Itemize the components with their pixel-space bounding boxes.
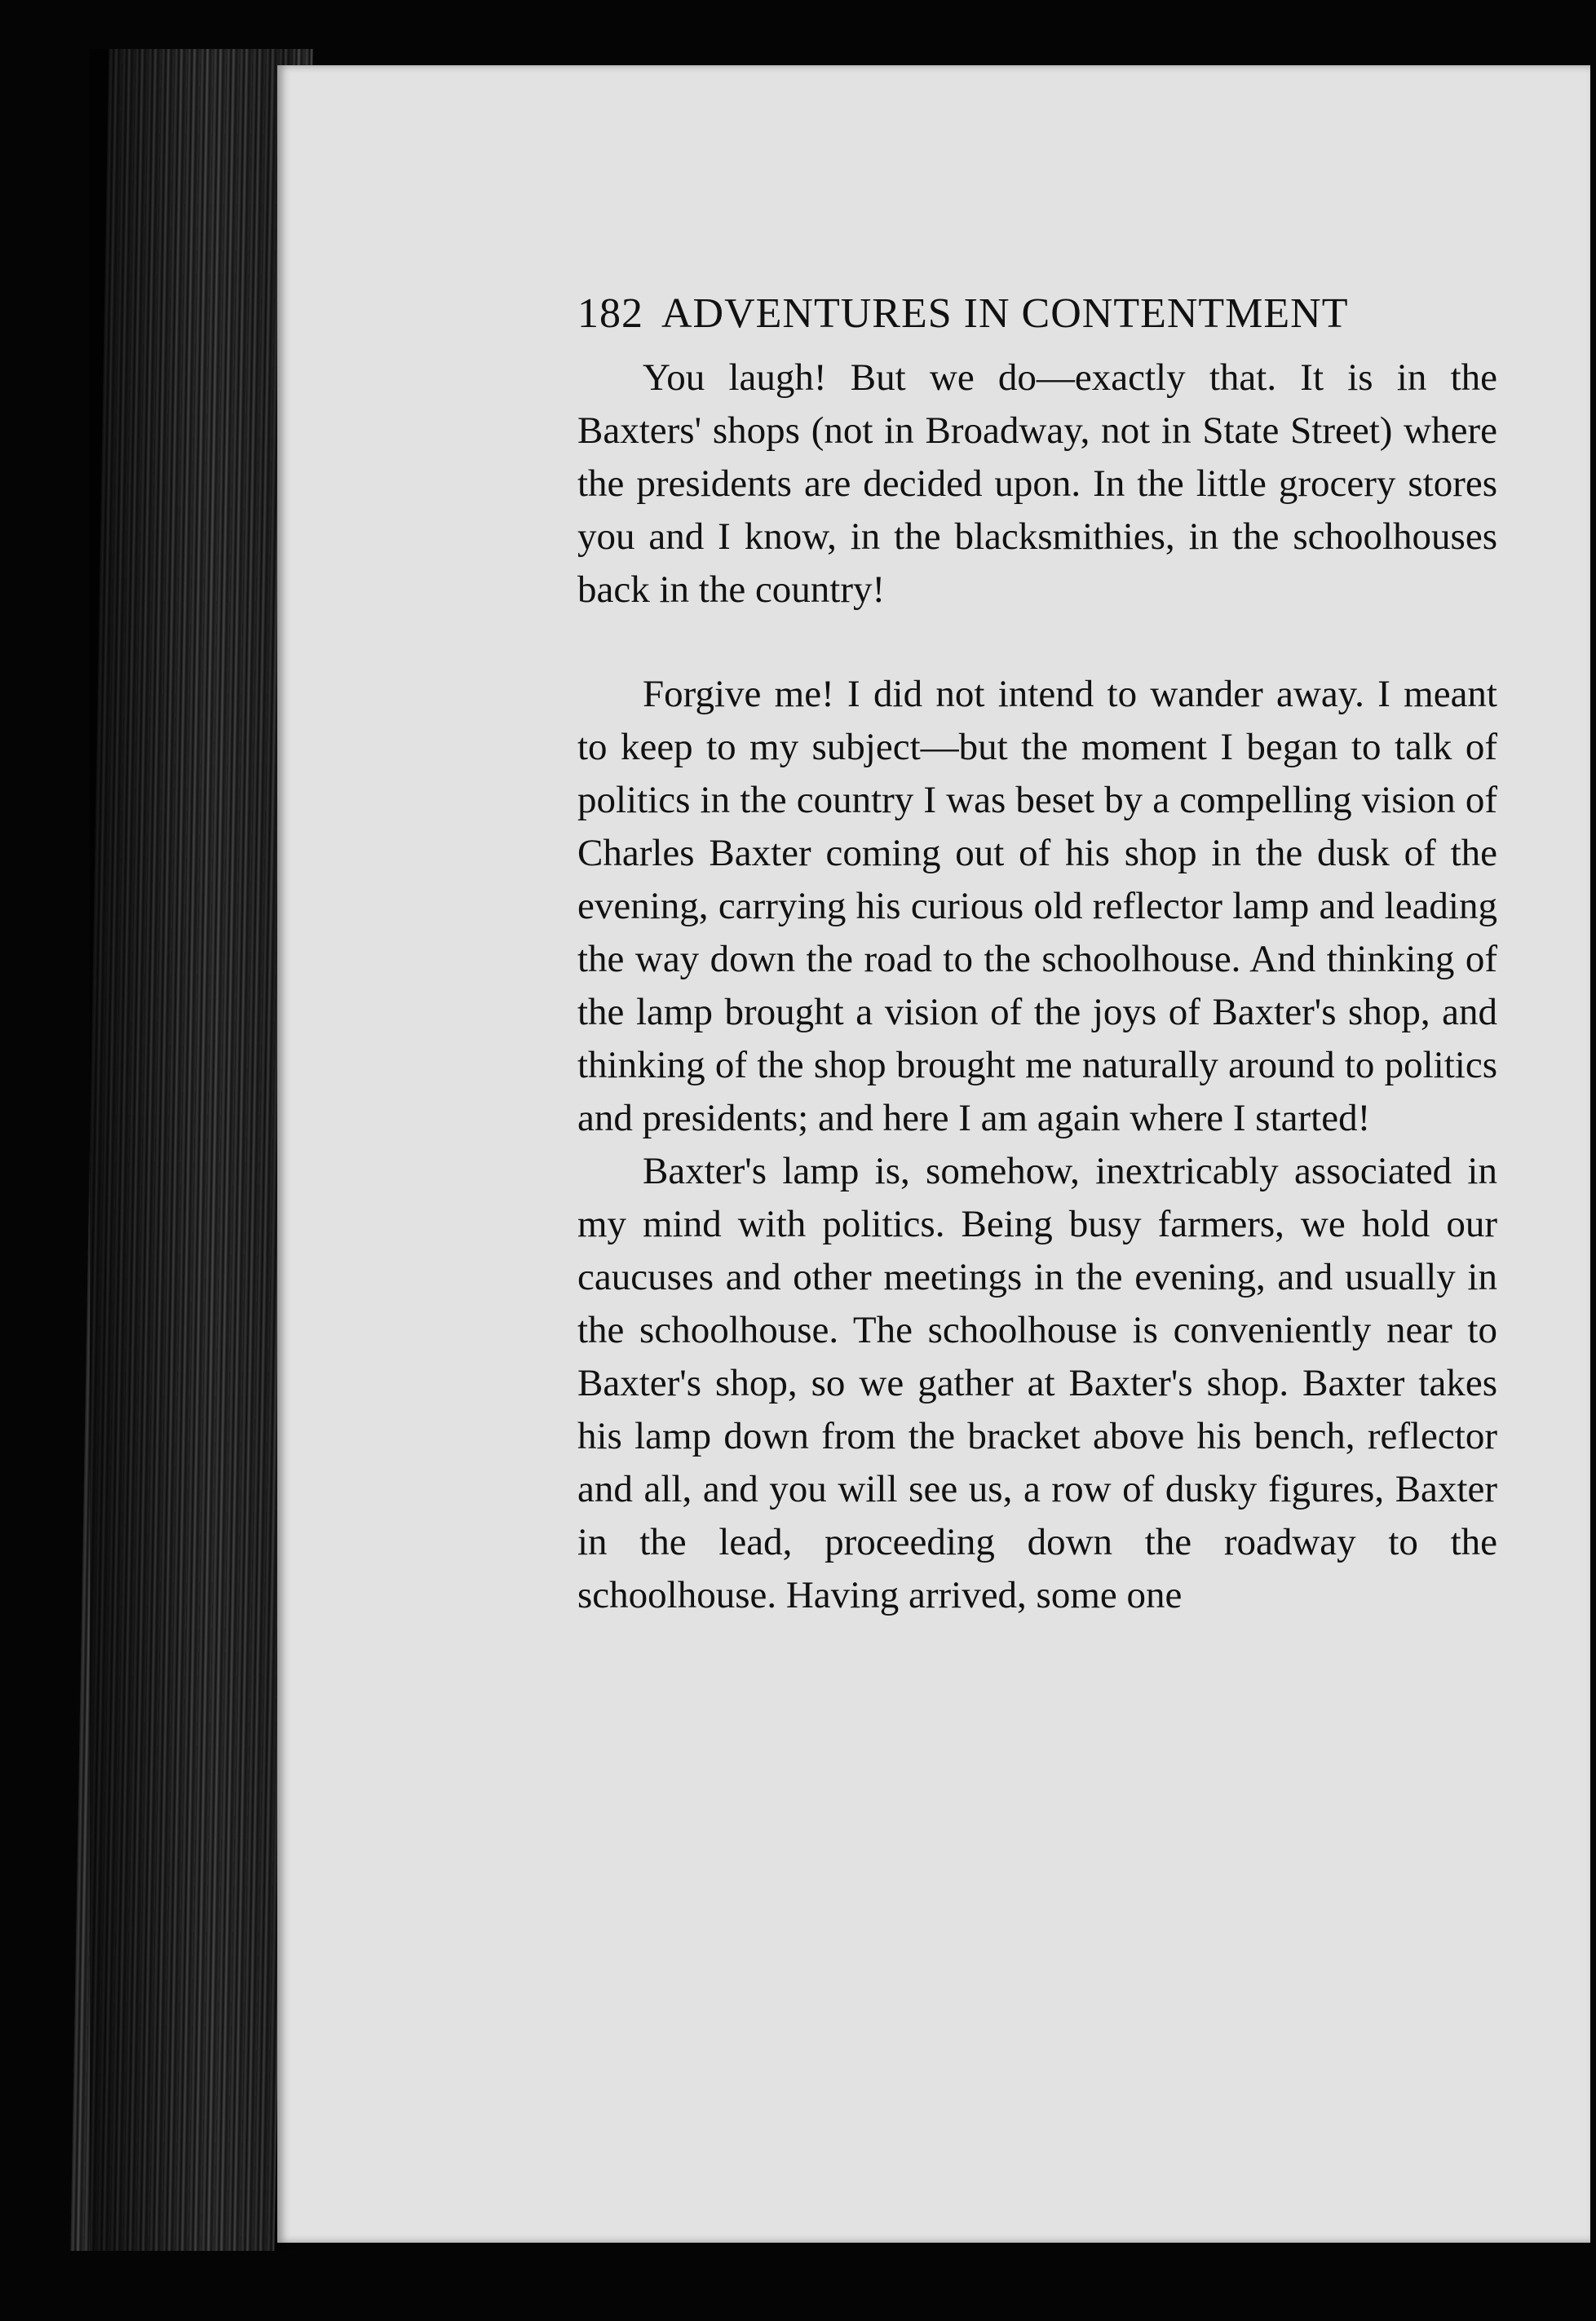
paragraph: You laugh! But we do—exactly that. It is in the Baxters' shops (not in Broadway, not in State Street) where the presidents are decided upon. In the little grocery stores you and I know, in the blacksmithies, in the schoolhouses back in the country! [577, 356, 1497, 611]
running-head [577, 281, 1497, 347]
page-number: 182 [577, 290, 643, 337]
paragraph: Baxter's lamp is, somehow, inextricably associated in my mind with politics. Being busy farmers, we hold our caucuses and other meetings in the evening, and usually in the schoolhouse. The schoolhouse is conveniently near to Baxter's shop, so we gather at Baxter's shop. Baxter takes his lamp down from the bracket above his bench, reflector and all, and you will see us, a row of dusky figures, Baxter in the lead, proceeding down the roadway to the schoolhouse. Having arrived, some one [577, 1150, 1497, 1616]
book-edge-shadow [90, 49, 294, 2251]
paragraph: Forgive me! I did not intend to wander away. I meant to keep to my subject—but the moment I began to talk of politics in the country I was beset by a compelling vision of Charles Baxter coming out of his shop in the dusk of the evening, carrying his curious old reflector lamp and leading the way down the road to the schoolhouse. And thinking of the lamp brought a vision of the joys of Baxter's shop, and thinking of the shop brought me naturally around to politics and presidents; and here I am again where I started! [577, 673, 1497, 1139]
running-head-title: ADVENTURES IN CONTENTMENT [661, 290, 1349, 337]
page-text-block [577, 281, 1497, 1622]
